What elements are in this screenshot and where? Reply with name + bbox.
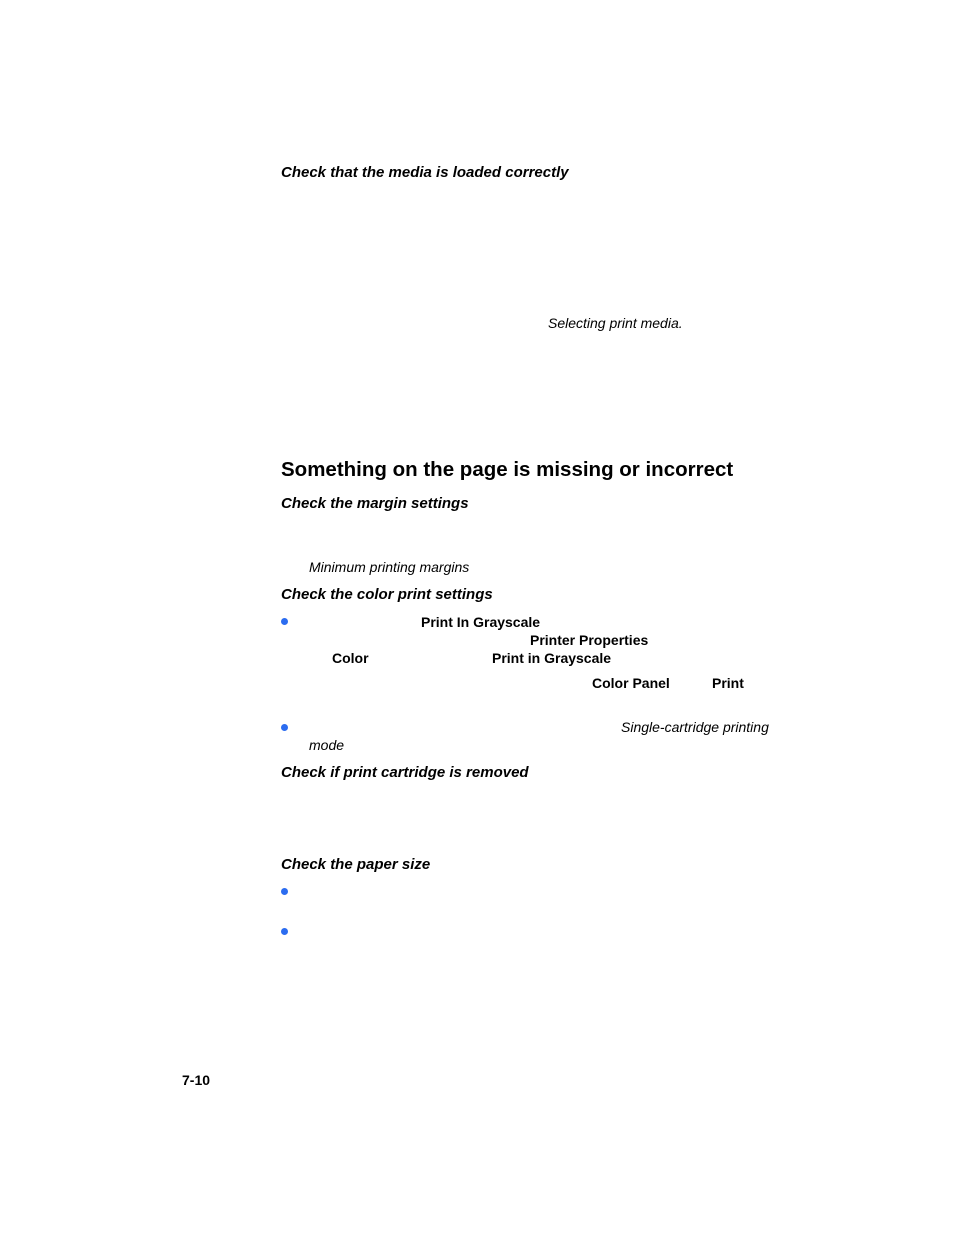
subheading-margin-settings: Check the margin settings <box>281 495 469 512</box>
bullet-icon <box>281 724 288 731</box>
subheading-cartridge-removed: Check if print cartridge is removed <box>281 764 529 781</box>
link-single-cartridge-printing[interactable]: Single-cartridge printing <box>621 719 769 735</box>
term-color: Color <box>332 650 369 666</box>
subheading-paper-size: Check the paper size <box>281 856 431 873</box>
link-single-cartridge-printing-mode[interactable]: mode <box>309 737 345 753</box>
subheading-media-loaded: Check that the media is loaded correctly <box>281 164 569 181</box>
term-print-in-grayscale: Print In Grayscale <box>421 614 541 630</box>
link-minimum-printing-margins[interactable]: Minimum printing margins <box>309 559 470 575</box>
link-selecting-print-media[interactable]: Selecting print media. <box>548 315 683 331</box>
section-heading-missing-incorrect: Something on the page is missing or incorrect <box>281 458 734 481</box>
term-print-in-grayscale-option: Print in Grayscale <box>492 650 612 666</box>
term-print: Print <box>712 675 744 691</box>
subheading-color-print-settings: Check the color print settings <box>281 586 493 603</box>
bullet-icon <box>281 928 288 935</box>
bullet-icon <box>281 888 288 895</box>
page-number: 7-10 <box>182 1072 211 1088</box>
bullet-icon <box>281 618 288 625</box>
term-printer-properties: Printer Properties <box>530 632 649 648</box>
term-color-panel: Color Panel <box>592 675 670 691</box>
